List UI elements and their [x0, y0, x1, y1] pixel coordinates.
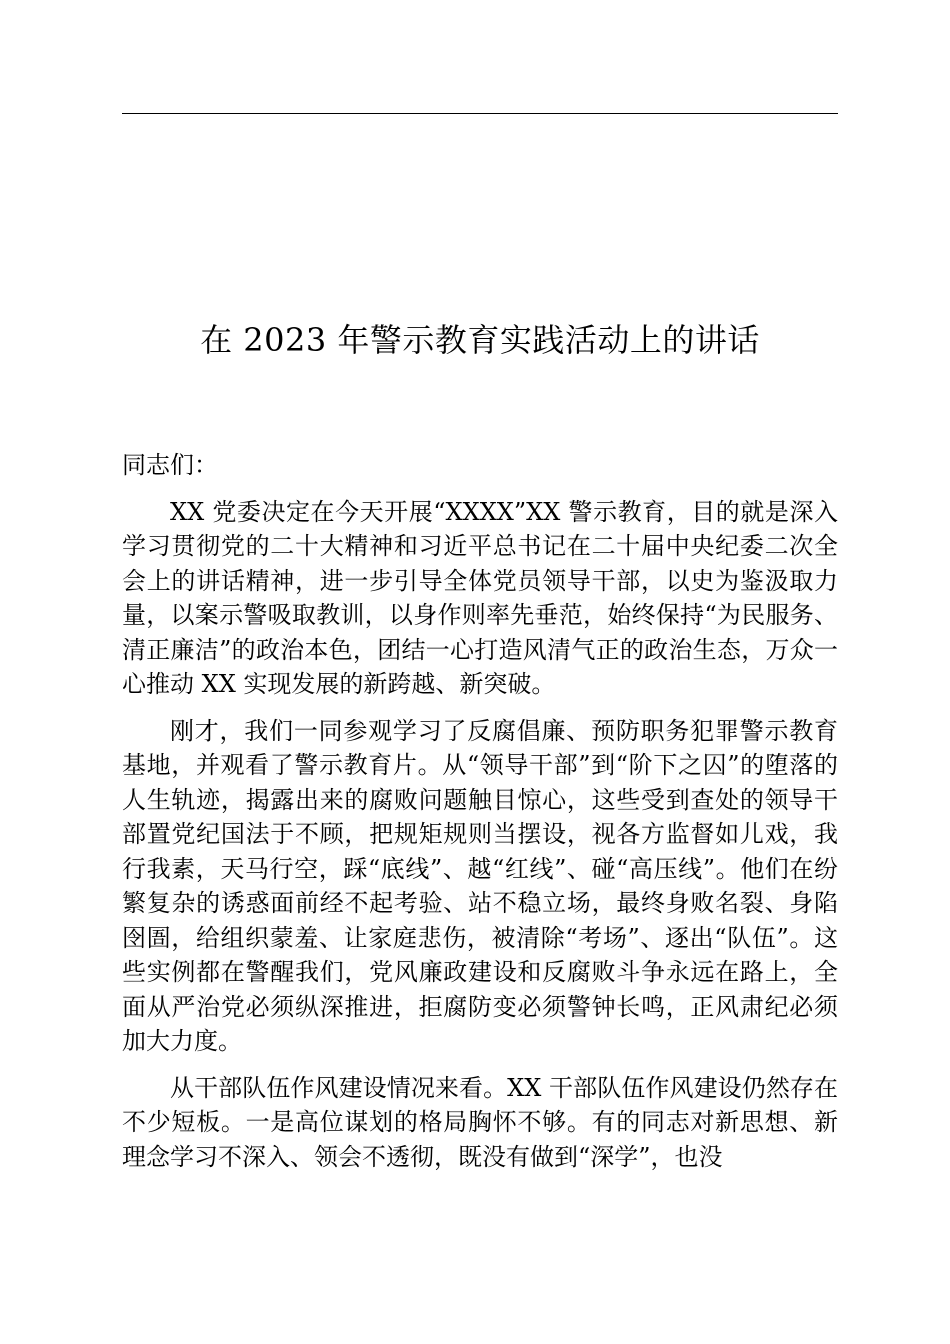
paragraph-2: 刚才，我们一同参观学习了反腐倡廉、预防职务犯罪警示教育基地，并观看了警示教育片。从“领导干部”到“阶下之囚”的堕落的人生轨迹，揭露出来的腐败问题触目惊心，这些受到查处的领导干部置党纪国法于不顾，把规矩规则当摆设，视各方监督如儿戏，我行我素，天马行空，踩“底线”、越“红线”、碰“高压线”。他们在纷繁复杂的诱惑面前经不起考验、站不稳立场，最终身败名裂、身陷囹圄，给组织蒙羞、让家庭悲伤，被清除“考场”、逐出“队伍”。这些实例都在警醒我们，党风廉政建设和反腐败斗争永远在路上，全面从严治党必须纵深推进，拒腐防变必须警钟长鸣，正风肃纪必须加大力度。: [122, 716, 838, 1055]
paragraph-1: XX 党委决定在今天开展“XXXX”XX 警示教育，目的就是深入学习贯彻党的二十大精神和习近平总书记在二十届中央纪委二次全会上的讲话精神，进一步引导全体党员领导干部，以史为鉴汲取力量，以案示警吸取教训，以身作则率先垂范，始终保持“为民服务、清正廉洁”的政治本色，团结一心打造风清气正的政治生态，万众一心推动 XX 实现发展的新跨越、新突破。: [122, 497, 838, 698]
document-body: [122, 448, 838, 1186]
document-title: 在 2023 年警示教育实践活动上的讲话: [200, 321, 760, 359]
paragraph-3: 从干部队伍作风建设情况来看。XX 干部队伍作风建设仍然存在不少短板。一是高位谋划的格局胸怀不够。有的同志对新思想、新理念学习不深入、领会不透彻，既没有做到“深学”，也没: [122, 1073, 838, 1171]
salutation: 同志们：: [122, 451, 218, 479]
header-rule: [122, 113, 838, 114]
